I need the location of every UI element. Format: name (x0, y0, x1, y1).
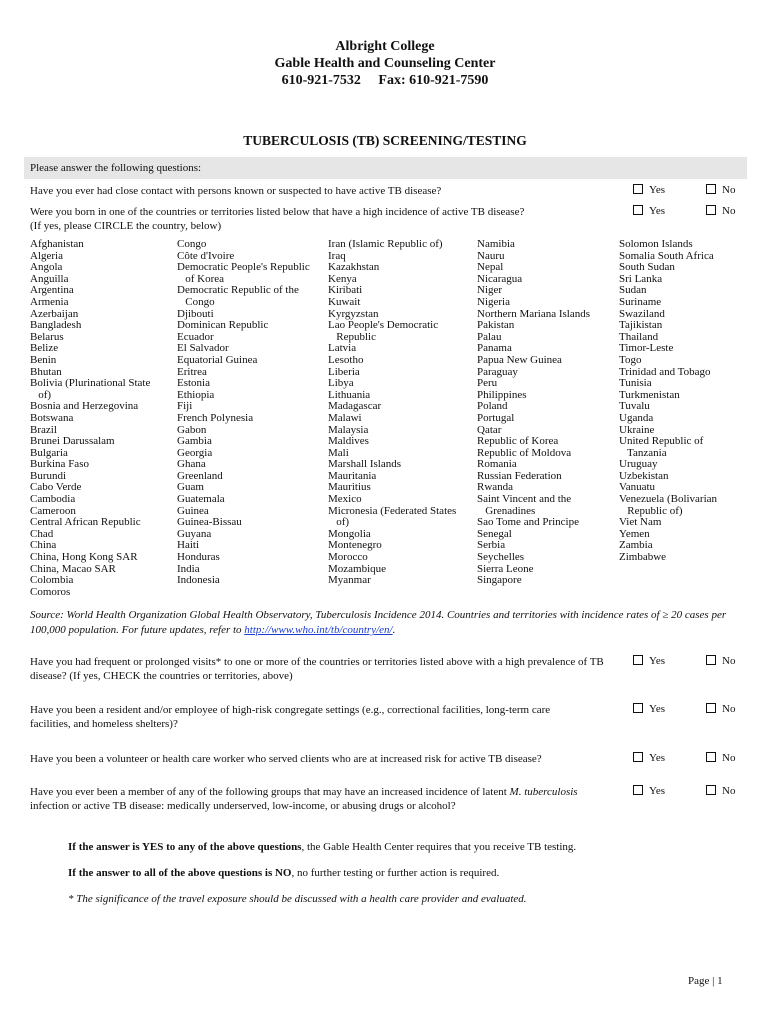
country-name: French Polynesia (177, 411, 254, 424)
country-name: of Korea (177, 272, 225, 285)
country-name: Singapore (477, 574, 522, 587)
country-name: Seychelles (477, 551, 525, 564)
q1-no-option[interactable]: No (706, 184, 735, 196)
country-name: Congo (177, 295, 215, 308)
country-name: Lesotho (328, 353, 364, 366)
country-name: Solomon Islands (619, 238, 693, 250)
country-name: Zimbabwe (619, 551, 667, 564)
country-name: Bolivia (Plurinational State (30, 377, 151, 390)
question-born-in-country: Were you born in one of the countries or territories listed below that have a high incidence of active TB disease? (If yes, please CIRCLE the country, below) (30, 206, 525, 232)
country-name: Poland (477, 400, 508, 413)
question-health-care-worker: Have you been a volunteer or health care worker who served clients who are at increased risk for active TB disease? (30, 753, 542, 765)
country-name: Democratic People's Republic (177, 261, 310, 274)
country-name: Malaysia (328, 423, 369, 436)
country-name: Republic (328, 330, 376, 343)
country-column-2 (177, 239, 310, 587)
checkbox-icon[interactable] (706, 655, 716, 665)
country-name: Peru (477, 377, 498, 390)
country-name: India (177, 562, 200, 575)
country-name: Mali (328, 446, 349, 459)
country-name: China, Macao SAR (30, 562, 116, 575)
checkbox-icon[interactable] (633, 184, 643, 194)
country-name: Pakistan (477, 319, 515, 332)
country-name: Ecuador (177, 330, 214, 343)
country-name: Greenland (177, 469, 223, 482)
country-name: Grenadines (477, 504, 536, 517)
country-name: Gambia (177, 435, 212, 448)
country-name: Liberia (328, 365, 360, 378)
country-name: Morocco (328, 551, 368, 564)
page-number: Page | 1 (688, 975, 723, 987)
country-name: United Republic of (619, 435, 704, 448)
country-name: Iraq (328, 249, 346, 262)
instruction-text: Please answer the following questions: (30, 162, 202, 174)
country-name: Marshall Islands (328, 458, 402, 471)
country-name: Panama (477, 342, 512, 355)
country-name: Micronesia (Federated States (328, 504, 457, 517)
country-name: Republic of Korea (477, 435, 559, 448)
college-name: Albright College (335, 39, 435, 54)
country-name: Uganda (619, 411, 654, 424)
country-name: Sierra Leone (477, 562, 534, 575)
country-name: Anguilla (30, 272, 69, 285)
country-name: Serbia (477, 539, 506, 552)
country-name: Guam (177, 481, 204, 494)
country-name: Romania (477, 458, 517, 471)
checkbox-icon[interactable] (633, 205, 643, 215)
center-name: Gable Health and Counseling Center (274, 56, 496, 71)
country-name: Estonia (177, 377, 210, 390)
country-name: Ghana (177, 458, 206, 471)
country-name: Cambodia (30, 493, 76, 506)
q2-yes-option[interactable]: Yes (633, 205, 665, 217)
country-name: Mongolia (328, 527, 371, 540)
q5-no-option[interactable]: No (706, 752, 735, 764)
country-name: Northern Mariana Islands (477, 307, 591, 320)
country-name: Vanuatu (619, 481, 656, 494)
country-name: Kyrgyzstan (328, 307, 379, 320)
q4-no-option[interactable]: No (706, 703, 735, 715)
country-name: Nauru (477, 249, 505, 262)
country-name: Afghanistan (30, 238, 84, 250)
question-close-contact: Have you ever had close contact with persons known or suspected to have active TB disease? (30, 185, 442, 197)
instruction-bar (24, 157, 747, 179)
country-name: Timor-Leste (619, 342, 674, 355)
q4-yes-option[interactable]: Yes (633, 703, 665, 715)
country-name: Botswana (30, 411, 74, 424)
country-name: Bangladesh (30, 319, 82, 332)
country-name: China, Hong Kong SAR (30, 551, 138, 564)
country-name: Republic of Moldova (477, 446, 572, 459)
country-column-4 (477, 239, 590, 587)
checkbox-icon[interactable] (633, 655, 643, 665)
country-name: Côte d'Ivoire (177, 249, 235, 262)
country-name: El Salvador (177, 342, 229, 355)
country-name: Comoros (30, 585, 71, 598)
country-name: Uruguay (619, 458, 658, 471)
country-name: Nicaragua (477, 272, 523, 285)
country-name: Portugal (477, 411, 515, 424)
country-column-5 (619, 239, 717, 564)
country-name: Philippines (477, 388, 527, 401)
country-name: Bulgaria (30, 446, 68, 459)
checkbox-icon[interactable] (633, 752, 643, 762)
country-name: Libya (328, 377, 354, 390)
country-name: Guinea (177, 504, 209, 517)
q3-no-option[interactable]: No (706, 655, 735, 667)
country-name: Colombia (30, 574, 74, 587)
country-name: Indonesia (177, 574, 220, 587)
country-name: Brunei Darussalam (30, 435, 115, 448)
country-name: Malawi (328, 411, 362, 424)
country-name: Guyana (177, 527, 212, 540)
country-name: Somalia South Africa (619, 249, 714, 262)
checkbox-icon[interactable] (706, 785, 716, 795)
country-name: Cameroon (30, 504, 76, 517)
checkbox-icon[interactable] (633, 703, 643, 713)
q6-no-option[interactable]: No (706, 785, 735, 797)
country-name: Gabon (177, 423, 207, 436)
country-name: Kiribati (328, 284, 363, 297)
country-name: Maldives (328, 435, 369, 448)
country-name: Madagascar (328, 400, 382, 413)
country-name: Belarus (30, 330, 64, 343)
source-citation: Source: World Health Organization Global Health Observatory, Tuberculosis Incidence 2014. Countries and territories with incidence rates of ≥ 20 cases per 100,000 population. For future updates, refer to http://www.who.int/tb/country/en/. (30, 609, 727, 636)
country-name: South Sudan (619, 261, 675, 274)
country-name: China (30, 539, 57, 552)
country-name: Zambia (619, 539, 653, 552)
country-name: Benin (30, 353, 57, 366)
contact-numbers: 610-921-7532 Fax: 610-921-7590 (281, 73, 489, 88)
country-name: Mexico (328, 493, 362, 506)
country-name: Belize (30, 342, 59, 355)
country-name: Ethiopia (177, 388, 215, 401)
country-name: Democratic Republic of the (177, 284, 299, 297)
country-name: Senegal (477, 527, 512, 540)
country-name: Venezuela (Bolivarian (619, 493, 718, 506)
country-name: Azerbaijan (30, 307, 79, 320)
country-name: Sudan (619, 284, 647, 297)
country-name: Lao People's Democratic (328, 319, 439, 332)
q6-yes-option[interactable]: Yes (633, 785, 665, 797)
country-name: Burundi (30, 469, 67, 482)
country-name: Mauritania (328, 469, 377, 482)
country-name: Uzbekistan (619, 469, 669, 482)
country-name: Dominican Republic (177, 319, 269, 332)
q2-no-option[interactable]: No (706, 205, 735, 217)
country-name: Russian Federation (477, 469, 562, 482)
country-name: Palau (477, 330, 502, 343)
q3-yes-option[interactable]: Yes (633, 655, 665, 667)
checkbox-icon[interactable] (633, 785, 643, 795)
country-name: Trinidad and Tobago (619, 365, 711, 378)
country-name: Yemen (619, 527, 650, 540)
country-name: Nepal (477, 261, 504, 274)
country-name: Eritrea (177, 365, 207, 378)
country-name: Tunisia (619, 377, 652, 390)
country-name: Guinea-Bissau (177, 516, 242, 529)
country-name: of) (30, 388, 52, 401)
checkbox-icon[interactable] (706, 184, 716, 194)
country-name: Papua New Guinea (477, 353, 562, 366)
country-name: Georgia (177, 446, 213, 459)
country-name: Brazil (30, 423, 57, 436)
country-name: Armenia (30, 295, 69, 308)
country-name: Tuvalu (619, 400, 650, 413)
country-name: Lithuania (328, 388, 371, 401)
country-name: Mozambique (328, 562, 387, 575)
country-name: Latvia (328, 342, 357, 355)
question-travel-visits: Have you had frequent or prolonged visits* to one or more of the countries or territories listed above with a high prevalence of TB disease? (If yes, CHECK the countries or territories, above) (30, 656, 604, 682)
question-high-risk-groups: Have you ever been a member of any of the following groups that may have an increased incidence of latent M. tuberculosis infection or active TB disease: medically underserved, low-income, or abusing drugs or alcohol? (30, 786, 578, 812)
country-name: Myanmar (328, 574, 371, 587)
country-name: Republic of) (619, 504, 683, 517)
country-column-3 (328, 239, 456, 587)
form-header (0, 38, 770, 89)
country-name: Kazakhstan (328, 261, 380, 274)
country-name: Kenya (328, 272, 357, 285)
country-name: Bhutan (30, 365, 62, 378)
note-yes: If the answer is YES to any of the above questions, the Gable Health Center requires that you receive TB testing. (68, 841, 577, 853)
country-name: Namibia (477, 238, 515, 250)
country-name: Guatemala (177, 493, 225, 506)
country-name: Mauritius (328, 481, 371, 494)
who-link[interactable]: http://www.who.int/tb/country/en/ (244, 624, 393, 636)
country-name: Algeria (30, 249, 63, 262)
country-name: Cabo Verde (30, 481, 82, 494)
country-name: Turkmenistan (619, 388, 680, 401)
country-name: Qatar (477, 423, 502, 436)
country-name: Rwanda (477, 481, 514, 494)
country-name: Sri Lanka (619, 272, 663, 285)
country-name: Tanzania (619, 446, 667, 459)
country-name: Thailand (619, 330, 659, 343)
country-name: Chad (30, 527, 54, 540)
form-title: TUBERCULOSIS (TB) SCREENING/TESTING (243, 133, 527, 148)
country-name: Congo (177, 238, 207, 250)
checkbox-icon[interactable] (706, 703, 716, 713)
note-no: If the answer to all of the above questions is NO, no further testing or further action is required. (68, 867, 500, 879)
country-name: Kuwait (328, 295, 361, 308)
country-name: Angola (30, 261, 63, 274)
country-name: Fiji (177, 400, 193, 413)
country-name: Burkina Faso (30, 458, 89, 471)
country-name: Equatorial Guinea (177, 353, 258, 366)
country-name: Djibouti (177, 307, 214, 320)
checkbox-icon[interactable] (706, 752, 716, 762)
country-name: Niger (477, 284, 503, 297)
country-name: of) (328, 516, 350, 529)
country-name: Saint Vincent and the (477, 493, 572, 506)
q5-yes-option[interactable]: Yes (633, 752, 665, 764)
country-name: Argentina (30, 284, 74, 297)
country-column-1 (30, 239, 150, 598)
country-name: Bosnia and Herzegovina (30, 400, 139, 413)
country-name: Honduras (177, 551, 220, 564)
country-name: Suriname (619, 295, 662, 308)
country-name: Nigeria (477, 295, 510, 308)
footnote: * The significance of the travel exposure should be discussed with a health care provider and evaluated. (68, 893, 527, 905)
country-name: Viet Nam (619, 516, 662, 529)
country-name: Iran (Islamic Republic of) (328, 238, 443, 250)
country-name: Central African Republic (30, 516, 141, 529)
country-name: Swaziland (619, 307, 665, 320)
country-name: Haiti (177, 539, 199, 552)
country-name: Tajikistan (619, 319, 663, 332)
question-congregate-settings: Have you been a resident and/or employee of high-risk congregate settings (e.g., correctional facilities, long-term care facilities, and homeless shelters)? (30, 704, 551, 730)
country-name: Montenegro (328, 539, 382, 552)
checkbox-icon[interactable] (706, 205, 716, 215)
q1-yes-option[interactable]: Yes (633, 184, 665, 196)
country-name: Ukraine (619, 423, 655, 436)
country-name: Paraguay (477, 365, 518, 378)
country-name: Togo (619, 353, 642, 366)
country-name: Sao Tome and Principe (477, 516, 579, 529)
